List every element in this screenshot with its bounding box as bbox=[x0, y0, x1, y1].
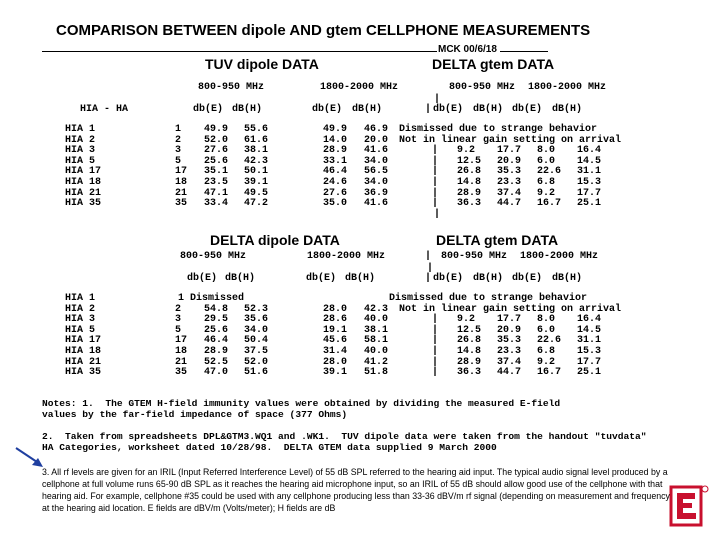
table-cell: 49.9 bbox=[323, 124, 348, 135]
table-cell: 29.5 bbox=[204, 314, 229, 326]
delta-dipole-heading: DELTA dipole DATA bbox=[210, 232, 340, 248]
table-cell: 17.7 bbox=[497, 145, 522, 157]
table-cell: 23.3 bbox=[497, 177, 522, 188]
table-cell: 23.5 bbox=[204, 177, 229, 188]
table-cell: 27.6 bbox=[323, 187, 348, 199]
table-cell: 38.1 bbox=[364, 324, 389, 336]
table-cell: 35.0 bbox=[323, 198, 348, 210]
table-cell: 61.6 bbox=[244, 134, 269, 146]
table-cell: 36.9 bbox=[364, 187, 389, 199]
row-label: HIA 35 bbox=[65, 198, 102, 210]
table-cell: 17.7 bbox=[577, 356, 602, 368]
table-cell: 46.4 bbox=[323, 166, 348, 178]
note-2-line-2: HA Categories, worksheet dated 10/28/98. DELTA GTEM data supplied 9 March 2000 bbox=[42, 442, 497, 453]
table-cell: 28.9 bbox=[204, 346, 229, 357]
ha-category: 5 bbox=[175, 155, 182, 167]
row-label: HIA 35 bbox=[65, 367, 102, 379]
delta-gtem-heading-top: DELTA gtem DATA bbox=[432, 56, 555, 72]
column-divider: | bbox=[432, 187, 439, 199]
ha-category: 35 bbox=[175, 367, 188, 379]
table-cell: 49.5 bbox=[244, 187, 269, 199]
ha-category: 3 bbox=[175, 314, 182, 326]
table-cell: 9.2 bbox=[457, 314, 476, 326]
table-cell: 28.9 bbox=[457, 356, 482, 368]
ha-category: 35 bbox=[175, 198, 188, 210]
delta-gtem-heading-bottom: DELTA gtem DATA bbox=[436, 232, 559, 248]
row-label: HIA 5 bbox=[65, 324, 96, 336]
column-divider: | bbox=[432, 145, 439, 157]
note-1-line-2: values by the far-field impedance of space (377 Ohms) bbox=[42, 409, 348, 420]
table-cell: 35.3 bbox=[497, 335, 522, 347]
table-cell: 46.4 bbox=[204, 335, 229, 347]
table-cell: 37.4 bbox=[497, 356, 522, 368]
table-cell: 36.3 bbox=[457, 367, 482, 379]
tuv-col-2: dB(H) bbox=[232, 104, 263, 115]
table-cell: 17.7 bbox=[577, 187, 602, 199]
table-cell: 39.1 bbox=[323, 367, 348, 379]
table-cell: 35.6 bbox=[244, 314, 269, 326]
table-cell: 14.0 bbox=[323, 134, 348, 146]
table-cell: 45.6 bbox=[323, 335, 348, 347]
table-cell: 36.3 bbox=[457, 198, 482, 210]
tuv-col-4: dB(H) bbox=[352, 104, 383, 115]
row-label: HIA 1 bbox=[65, 124, 96, 135]
column-divider: | bbox=[432, 177, 439, 188]
table-cell: 40.0 bbox=[364, 346, 389, 357]
column-divider: | bbox=[432, 198, 439, 210]
table-cell: 51.8 bbox=[364, 367, 389, 379]
table-cell: 28.0 bbox=[323, 356, 348, 368]
document-id-rule bbox=[500, 51, 548, 52]
table-cell: 25.1 bbox=[577, 198, 602, 210]
column-divider: | bbox=[432, 356, 439, 368]
table-cell: 46.9 bbox=[364, 124, 389, 135]
table-cell: 28.6 bbox=[323, 314, 348, 326]
table-cell: 16.7 bbox=[537, 367, 562, 379]
table-cell: 47.2 bbox=[244, 198, 269, 210]
table-cell: 58.1 bbox=[364, 335, 389, 347]
column-divider: | bbox=[434, 209, 441, 220]
column-divider: | bbox=[432, 324, 439, 336]
dd-col-1: db(E) bbox=[187, 273, 218, 284]
table-cell: 15.3 bbox=[577, 177, 602, 188]
table-cell: 40.0 bbox=[364, 314, 389, 326]
gtem-top-col-4: dB(H) bbox=[552, 104, 583, 115]
table-cell: 6.0 bbox=[537, 324, 556, 336]
table-cell: 28.9 bbox=[457, 187, 482, 199]
row-label: HIA 5 bbox=[65, 155, 96, 167]
table-cell: 51.6 bbox=[244, 367, 269, 379]
logo-icon bbox=[668, 484, 710, 530]
gtem-top-band-1: 800-950 MHz bbox=[449, 82, 516, 93]
row-label: HIA 2 bbox=[65, 134, 96, 146]
column-divider: | bbox=[432, 314, 439, 326]
table-cell: 37.4 bbox=[497, 187, 522, 199]
tuv-col-1: db(E) bbox=[193, 104, 224, 115]
gtem-bottom-band-2: 1800-2000 MHz bbox=[520, 251, 599, 262]
row-label: HIA 18 bbox=[65, 346, 102, 357]
row-label: HIA 3 bbox=[65, 145, 96, 157]
ha-category: 18 bbox=[175, 346, 188, 357]
row-label: HIA 2 bbox=[65, 303, 96, 315]
row-label: HIA 3 bbox=[65, 314, 96, 326]
document-id: MCK 00/6/18 bbox=[438, 44, 497, 55]
table-cell: 14.5 bbox=[577, 155, 602, 167]
column-divider: | bbox=[432, 335, 439, 347]
dd-col-3: db(E) bbox=[306, 273, 337, 284]
notes-block bbox=[42, 398, 647, 453]
hia-ha-label: HIA - HA bbox=[80, 104, 129, 115]
table-cell: 25.1 bbox=[577, 367, 602, 379]
row-label: HIA 18 bbox=[65, 177, 102, 188]
ha-category: 2 bbox=[175, 134, 182, 146]
ha-category: 21 bbox=[175, 187, 188, 199]
table-cell: 42.3 bbox=[244, 155, 269, 167]
table-cell: 22.6 bbox=[537, 335, 562, 347]
table-cell: 35.1 bbox=[204, 166, 229, 178]
table-cell: 52.0 bbox=[204, 134, 229, 146]
note-3: 3. All rf levels are given for an IRIL (Input Referred Interference Level) of 55 dB SPL referred to the hearing aid input. The typical audio signal level produced by a cellphone at full volume runs 65-90 dB SPL as it reaches the hearing aid microphone input, so an IRIL of 55 dB should allow good use of the cellphone with that hearing aid. For example, cellphone #35 could be used with any cellphone producing less than 33-36 dBV/m rf signal (depending on measurement and frequency) at the hearing aid location. E fields are dBV/m (Volts/meter); H fields are dB bbox=[42, 467, 673, 513]
table-cell: 47.1 bbox=[204, 187, 229, 199]
page-title: COMPARISON BETWEEN dipole AND gtem CELLPHONE MEASUREMENTS bbox=[56, 22, 591, 39]
gtem-top-col-2: dB(H) bbox=[473, 104, 504, 115]
table-cell: 52.0 bbox=[244, 356, 269, 368]
table-cell: 50.4 bbox=[244, 335, 269, 347]
title-rule bbox=[42, 51, 437, 52]
table-cell: 50.1 bbox=[244, 166, 269, 178]
tuv-band-1: 800-950 MHz bbox=[198, 82, 265, 93]
table-cell: 24.6 bbox=[323, 177, 348, 188]
table-cell: 6.8 bbox=[537, 346, 556, 357]
gtem-top-col-3: db(E) bbox=[512, 104, 543, 115]
table-cell: 9.2 bbox=[457, 145, 476, 157]
row-label: HIA 17 bbox=[65, 166, 102, 178]
table-cell: 14.5 bbox=[577, 324, 602, 336]
table-cell: 35.3 bbox=[497, 166, 522, 178]
table-cell: 9.2 bbox=[537, 356, 556, 368]
ha-category: 17 bbox=[175, 166, 188, 178]
table-cell: 38.1 bbox=[244, 145, 269, 157]
table-cell: 20.9 bbox=[497, 324, 522, 336]
gtem-top-band-2: 1800-2000 MHz bbox=[528, 82, 607, 93]
gtem-top-col-1: db(E) bbox=[433, 104, 464, 115]
table-cell: 23.3 bbox=[497, 346, 522, 357]
table-cell: 15.3 bbox=[577, 346, 602, 357]
table-cell: 34.0 bbox=[364, 177, 389, 188]
note-2-line-1: 2. Taken from spreadsheets DPL&GTM3.WQ1 and .WK1. TUV dipole data were taken from the handout "tuvdata" bbox=[42, 431, 647, 442]
table-cell: 41.6 bbox=[364, 198, 389, 210]
table-cell: 37.5 bbox=[244, 346, 269, 357]
table-cell: 42.3 bbox=[364, 303, 389, 315]
column-divider: | bbox=[432, 166, 439, 178]
ha-category: 1 bbox=[175, 124, 182, 135]
table-cell: 44.7 bbox=[497, 198, 522, 210]
row-note: Not in linear gain setting on arrival bbox=[399, 303, 622, 315]
table-cell: 33.1 bbox=[323, 155, 348, 167]
table-cell: 14.8 bbox=[457, 177, 482, 188]
ha-category: 3 bbox=[175, 145, 182, 157]
table-cell: 34.0 bbox=[244, 324, 269, 336]
table-cell: 31.1 bbox=[577, 166, 602, 178]
table-cell: 54.8 bbox=[204, 303, 229, 315]
ha-category: 5 bbox=[175, 324, 182, 336]
dd-band-1: 800-950 MHz bbox=[180, 251, 247, 262]
tuv-band-2: 1800-2000 MHz bbox=[320, 82, 399, 93]
table-cell: 52.3 bbox=[244, 303, 269, 315]
table-cell: 14.8 bbox=[457, 346, 482, 357]
column-divider: | bbox=[432, 367, 439, 379]
table-cell: 34.0 bbox=[364, 155, 389, 167]
table-cell: 16.7 bbox=[537, 198, 562, 210]
table-cell: 25.6 bbox=[204, 324, 229, 336]
table-cell: 33.4 bbox=[204, 198, 229, 210]
table-cell: 28.0 bbox=[323, 303, 348, 315]
row-label: HIA 17 bbox=[65, 335, 102, 347]
column-divider: | bbox=[432, 346, 439, 357]
table-cell: 26.8 bbox=[457, 335, 482, 347]
table-cell: 20.0 bbox=[364, 134, 389, 146]
table-cell: 41.2 bbox=[364, 356, 389, 368]
dd-band-2: 1800-2000 MHz bbox=[307, 251, 386, 262]
table-cell: 52.5 bbox=[204, 356, 229, 368]
note-1-line-1: Notes: 1. The GTEM H-field immunity values were obtained by dividing the measured E-field bbox=[42, 398, 561, 409]
table-cell: 16.4 bbox=[577, 314, 602, 326]
table-cell: 25.6 bbox=[204, 155, 229, 167]
table-cell: 8.0 bbox=[537, 314, 556, 326]
table-cell: 28.9 bbox=[323, 145, 348, 157]
table-cell: 12.5 bbox=[457, 324, 482, 336]
dd-col-4: dB(H) bbox=[345, 273, 376, 284]
table-cell: 16.4 bbox=[577, 145, 602, 157]
ha-category: 18 bbox=[175, 177, 188, 188]
table-cell: 41.6 bbox=[364, 145, 389, 157]
table-cell: 47.0 bbox=[204, 367, 229, 379]
table-cell: 39.1 bbox=[244, 177, 269, 188]
ha-category: 1 Dismissed bbox=[178, 293, 245, 304]
tuv-dipole-heading: TUV dipole DATA bbox=[205, 56, 319, 72]
gtem-bottom-col-4: dB(H) bbox=[552, 273, 583, 284]
row-label: HIA 21 bbox=[65, 187, 102, 199]
row-note: Dismissed due to strange behavior bbox=[389, 293, 588, 304]
gtem-bottom-col-1: db(E) bbox=[433, 273, 464, 284]
table-cell: 27.6 bbox=[204, 145, 229, 157]
table-cell: 49.9 bbox=[204, 124, 229, 135]
table-cell: 31.4 bbox=[323, 346, 348, 357]
table-cell: 56.5 bbox=[364, 166, 389, 178]
table-cell: 20.9 bbox=[497, 155, 522, 167]
gtem-bottom-band-1: 800-950 MHz bbox=[441, 251, 508, 262]
row-label: HIA 1 bbox=[65, 293, 96, 304]
row-note: Not in linear gain setting on arrival bbox=[399, 134, 622, 146]
ha-category: 2 bbox=[175, 303, 182, 315]
ha-category: 21 bbox=[175, 356, 188, 368]
gtem-bottom-col-2: dB(H) bbox=[473, 273, 504, 284]
table-cell: 12.5 bbox=[457, 155, 482, 167]
table-cell: 55.6 bbox=[244, 124, 269, 135]
gtem-bottom-col-3: db(E) bbox=[512, 273, 543, 284]
tuv-col-3: db(E) bbox=[312, 104, 343, 115]
table-cell: 22.6 bbox=[537, 166, 562, 178]
table-cell: 26.8 bbox=[457, 166, 482, 178]
column-divider: | bbox=[432, 155, 439, 167]
table-cell: 6.8 bbox=[537, 177, 556, 188]
ha-category: 17 bbox=[175, 335, 188, 347]
table-cell: 9.2 bbox=[537, 187, 556, 199]
table-cell: 19.1 bbox=[323, 324, 348, 336]
row-note: Dismissed due to strange behavior bbox=[399, 124, 598, 135]
table-cell: 8.0 bbox=[537, 145, 556, 157]
row-label: HIA 21 bbox=[65, 356, 102, 368]
table-cell: 6.0 bbox=[537, 155, 556, 167]
table-cell: 31.1 bbox=[577, 335, 602, 347]
dd-col-2: dB(H) bbox=[225, 273, 256, 284]
table-cell: 44.7 bbox=[497, 367, 522, 379]
table-cell: 17.7 bbox=[497, 314, 522, 326]
